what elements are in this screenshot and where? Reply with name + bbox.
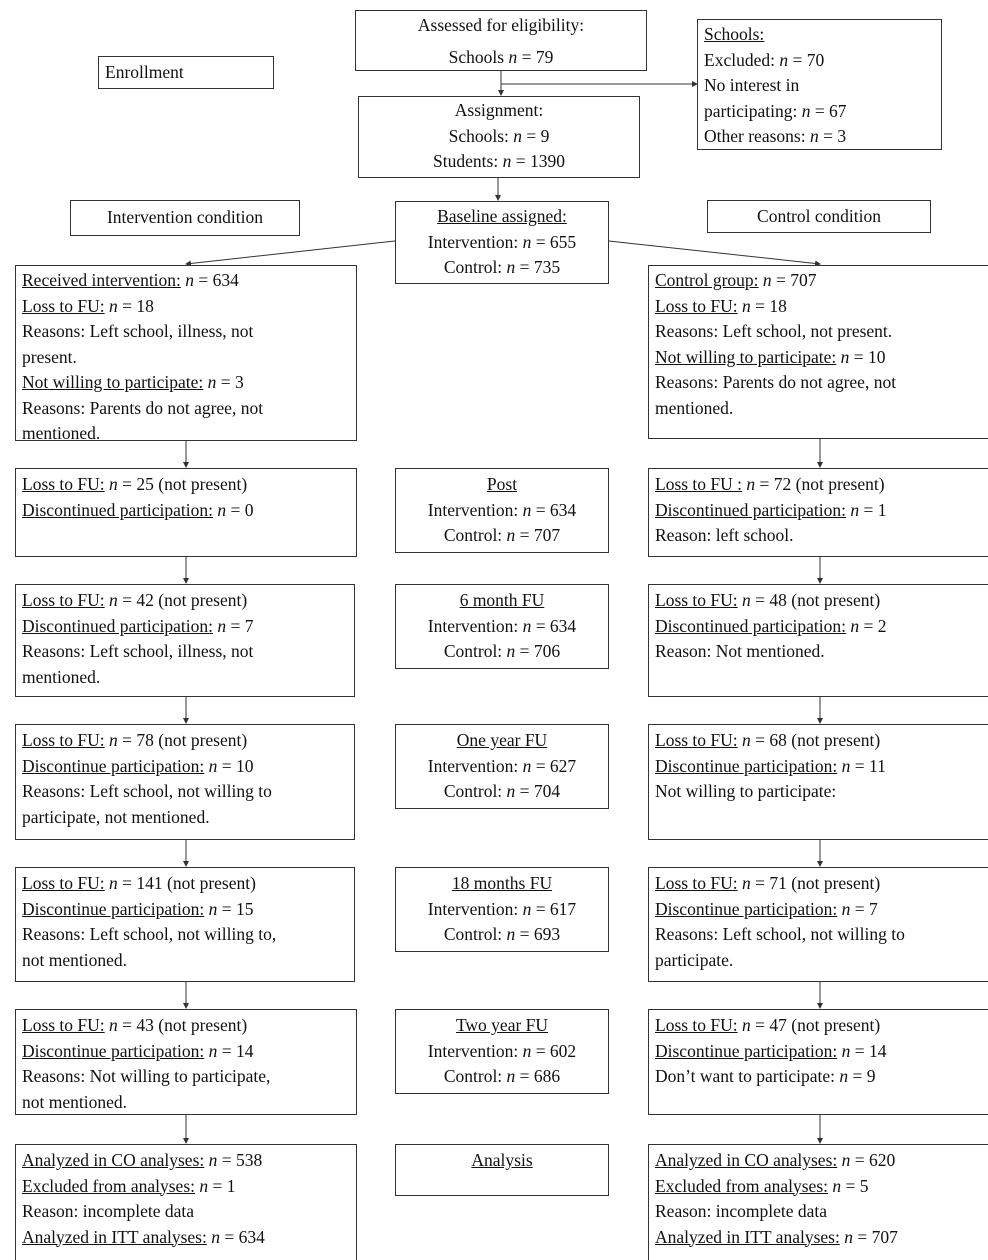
box-line bbox=[655, 728, 988, 754]
text-segment: participate, not mentioned. bbox=[22, 806, 210, 827]
n-symbol: n bbox=[850, 499, 860, 520]
text-segment: present. bbox=[22, 346, 77, 367]
n-symbol: n bbox=[109, 1015, 118, 1035]
box-line bbox=[22, 588, 354, 614]
other-reasons-label: Other reasons: bbox=[704, 126, 810, 146]
n-symbol: n bbox=[199, 1175, 209, 1196]
text-segment: = 14 bbox=[850, 1040, 887, 1061]
underlined-label: Discontinued participation: bbox=[655, 499, 846, 520]
text-segment: = 634 bbox=[219, 1226, 265, 1247]
n-symbol: n bbox=[109, 873, 118, 893]
box-line bbox=[22, 1225, 356, 1251]
control-label: Control: bbox=[443, 781, 507, 801]
text-segment: = 14 bbox=[217, 1040, 254, 1061]
text-segment: = 25 (not present) bbox=[117, 474, 248, 494]
no-interest-line: No interest in bbox=[704, 75, 800, 95]
box-line bbox=[22, 779, 354, 805]
underlined-label: Received intervention: bbox=[22, 270, 181, 290]
text-segment: Reasons: Left school, illness, not bbox=[22, 321, 254, 341]
box-line bbox=[22, 294, 356, 320]
underlined-label: Analyzed in ITT analyses: bbox=[22, 1226, 207, 1247]
box-line bbox=[655, 294, 988, 320]
no-interest-count: = 67 bbox=[810, 100, 847, 121]
n-symbol: n bbox=[109, 590, 118, 610]
underlined-label: Loss to FU: bbox=[655, 590, 738, 610]
n-symbol: n bbox=[211, 1226, 220, 1247]
box-line bbox=[655, 523, 988, 549]
n-symbol: n bbox=[841, 898, 851, 919]
n-symbol: n bbox=[742, 590, 751, 610]
n-symbol: n bbox=[522, 499, 532, 520]
underlined-label: Loss to FU: bbox=[655, 295, 738, 316]
n-symbol: n bbox=[850, 615, 860, 636]
timepoint-box-post bbox=[395, 468, 609, 553]
enrollment-label bbox=[98, 56, 274, 89]
intervention-count: = 617 bbox=[531, 898, 577, 919]
text-segment: = 10 bbox=[849, 346, 886, 367]
text-segment: Reason: incomplete data bbox=[655, 1201, 828, 1221]
box-line bbox=[655, 268, 988, 294]
baseline-box bbox=[395, 201, 609, 284]
n-symbol: n bbox=[506, 641, 516, 661]
underlined-label: Excluded from analyses: bbox=[655, 1175, 829, 1196]
text-segment: = 72 (not present) bbox=[755, 474, 885, 494]
text-segment: = 11 bbox=[850, 755, 886, 776]
n-symbol: n bbox=[109, 295, 118, 316]
text-segment: Don’t want to participate: bbox=[655, 1066, 840, 1086]
n-symbol: n bbox=[109, 474, 118, 494]
underlined-label: Analyzed in ITT analyses: bbox=[655, 1226, 840, 1247]
n-symbol: n bbox=[506, 1066, 516, 1086]
n-symbol: n bbox=[839, 1066, 849, 1086]
assignment-box bbox=[358, 96, 640, 178]
box-line bbox=[22, 268, 356, 294]
control-box-two-year bbox=[648, 1009, 988, 1115]
control-box-group bbox=[648, 265, 988, 439]
text-segment: Reasons: Parents do not agree, not bbox=[22, 397, 264, 418]
n-symbol: n bbox=[208, 898, 218, 919]
box-line bbox=[22, 922, 354, 948]
box-line bbox=[655, 754, 988, 780]
n-symbol: n bbox=[841, 1040, 851, 1061]
n-symbol: n bbox=[522, 1040, 532, 1061]
n-symbol: n bbox=[217, 499, 227, 520]
box-line bbox=[22, 498, 356, 524]
text-segment: = 634 bbox=[194, 270, 239, 290]
text-segment: = 71 (not present) bbox=[750, 873, 881, 893]
underlined-label: Loss to FU: bbox=[22, 295, 105, 316]
underlined-label: Loss to FU: bbox=[22, 873, 105, 893]
box-line bbox=[655, 871, 988, 897]
intervention-box-one-year bbox=[15, 724, 355, 840]
excluded-count: = 70 bbox=[788, 49, 825, 70]
other-reasons-count: = 3 bbox=[818, 126, 847, 146]
n-symbol: n bbox=[506, 781, 516, 801]
box-line bbox=[22, 805, 354, 831]
box-line bbox=[655, 498, 988, 524]
intervention-count: = 634 bbox=[531, 499, 577, 520]
text-segment: = 1 bbox=[208, 1175, 236, 1196]
n-symbol: n bbox=[502, 151, 512, 171]
box-line bbox=[22, 370, 356, 396]
intervention-label: Intervention: bbox=[427, 898, 523, 919]
box-line bbox=[22, 1090, 356, 1116]
box-line bbox=[22, 1039, 356, 1065]
n-symbol: n bbox=[742, 730, 751, 750]
n-symbol: n bbox=[801, 100, 811, 121]
n-symbol: n bbox=[217, 615, 227, 636]
intervention-count: = 627 bbox=[531, 755, 577, 776]
text-segment: = 707 bbox=[771, 270, 817, 290]
box-line bbox=[22, 665, 354, 691]
intervention-box-18-months bbox=[15, 867, 355, 982]
n-symbol: n bbox=[742, 295, 751, 316]
box-line bbox=[22, 421, 356, 441]
n-symbol: n bbox=[208, 1040, 218, 1061]
text-segment: mentioned. bbox=[655, 397, 734, 418]
control-box-post bbox=[648, 468, 988, 557]
control-label: Control: bbox=[443, 1066, 507, 1086]
timepoint-box-6-month bbox=[395, 584, 609, 669]
intervention-box-analysis bbox=[15, 1144, 357, 1260]
text-segment: = 42 (not present) bbox=[117, 590, 248, 610]
box-line bbox=[22, 1199, 356, 1225]
baseline-control-count: = 735 bbox=[515, 257, 561, 277]
text-segment: = 538 bbox=[217, 1150, 263, 1170]
box-line bbox=[22, 396, 356, 422]
text-segment: Reasons: Left school, not present. bbox=[655, 321, 893, 341]
control-box-one-year bbox=[648, 724, 988, 840]
eligibility-title: Assessed for eligibility: bbox=[417, 15, 585, 35]
text-segment: = 2 bbox=[859, 615, 887, 636]
underlined-label: Discontinue participation: bbox=[655, 1040, 838, 1061]
text-segment: = 707 bbox=[852, 1226, 898, 1247]
n-symbol: n bbox=[522, 755, 532, 776]
box-line bbox=[655, 1013, 988, 1039]
intervention-label: Intervention: bbox=[427, 615, 523, 636]
text-segment: = 620 bbox=[850, 1150, 896, 1170]
eligibility-box bbox=[355, 10, 647, 71]
n-symbol: n bbox=[207, 372, 217, 392]
text-segment: Reasons: Left school, not willing to bbox=[22, 781, 272, 801]
n-symbol: n bbox=[844, 1226, 853, 1247]
underlined-label: Loss to FU: bbox=[22, 474, 105, 494]
text-segment: Reasons: Parents do not agree, not bbox=[655, 372, 897, 392]
underlined-label: Discontinue participation: bbox=[655, 898, 838, 919]
assignment-students-count: = 1390 bbox=[511, 151, 565, 171]
box-line bbox=[655, 1199, 988, 1225]
text-segment: participate. bbox=[655, 949, 734, 970]
n-symbol: n bbox=[840, 346, 850, 367]
box-line bbox=[655, 897, 988, 923]
underlined-label: Analyzed in CO analyses: bbox=[655, 1150, 838, 1170]
text-segment: Reason: Not mentioned. bbox=[655, 641, 825, 661]
underlined-label: Analyzed in CO analyses: bbox=[22, 1150, 205, 1170]
control-count: = 706 bbox=[515, 641, 561, 661]
control-count: = 707 bbox=[515, 525, 561, 545]
timepoint-box-two-year bbox=[395, 1009, 609, 1094]
text-segment: = 78 (not present) bbox=[117, 730, 248, 750]
control-box-analysis bbox=[648, 1144, 988, 1260]
box-line bbox=[22, 614, 354, 640]
box-line bbox=[655, 472, 988, 498]
text-segment: mentioned. bbox=[22, 666, 101, 687]
text-segment: not mentioned. bbox=[22, 1091, 127, 1112]
text-segment: = 3 bbox=[216, 372, 244, 392]
timepoint-box-18-months bbox=[395, 867, 609, 952]
timepoint-title: 6 month FU bbox=[459, 590, 545, 610]
box-line bbox=[655, 1174, 988, 1200]
box-line bbox=[655, 1064, 988, 1090]
timepoint-title: Post bbox=[486, 474, 518, 494]
control-label: Control: bbox=[443, 525, 507, 545]
box-line bbox=[655, 588, 988, 614]
n-symbol: n bbox=[506, 257, 516, 277]
timepoint-title: 18 months FU bbox=[451, 873, 553, 893]
text-segment: = 141 (not present) bbox=[117, 873, 256, 893]
eligibility-schools-count: = 79 bbox=[517, 46, 554, 67]
underlined-label: Discontinued participation: bbox=[655, 615, 846, 636]
timepoint-box-one-year bbox=[395, 724, 609, 809]
underlined-label: Loss to FU: bbox=[655, 730, 738, 750]
text-segment: = 43 (not present) bbox=[117, 1015, 248, 1035]
box-line bbox=[22, 871, 354, 897]
control-count: = 693 bbox=[515, 924, 561, 944]
n-symbol: n bbox=[841, 1150, 851, 1170]
text-segment: Reason: left school. bbox=[655, 525, 794, 545]
underlined-label: Discontinue participation: bbox=[22, 898, 205, 919]
intervention-condition-label bbox=[70, 200, 300, 236]
text-segment: mentioned. bbox=[22, 423, 101, 441]
n-symbol: n bbox=[809, 126, 819, 146]
box-line bbox=[655, 370, 988, 396]
analysis-title: Analysis bbox=[471, 1150, 533, 1170]
intervention-box-two-year bbox=[15, 1009, 357, 1115]
text-segment: Reasons: Left school, illness, not bbox=[22, 641, 254, 661]
text-segment: = 10 bbox=[217, 755, 254, 776]
intervention-label: Intervention: bbox=[427, 499, 523, 520]
box-line bbox=[22, 345, 356, 371]
n-symbol: n bbox=[208, 1150, 218, 1170]
n-symbol: n bbox=[832, 1175, 842, 1196]
box-line bbox=[22, 1013, 356, 1039]
underlined-label: Discontinue participation: bbox=[655, 755, 838, 776]
intervention-box-received bbox=[15, 265, 357, 441]
control-label: Control: bbox=[443, 924, 507, 944]
box-line bbox=[22, 948, 354, 974]
control-count: = 704 bbox=[515, 781, 561, 801]
n-symbol: n bbox=[762, 270, 772, 290]
box-line bbox=[655, 1225, 988, 1251]
excluded-schools-heading: Schools: bbox=[704, 24, 765, 44]
eligibility-schools-label: Schools bbox=[448, 46, 509, 67]
n-symbol: n bbox=[742, 1015, 751, 1035]
enrollment-text: Enrollment bbox=[105, 61, 184, 82]
box-line bbox=[22, 754, 354, 780]
text-segment: Reasons: Left school, not willing to, bbox=[22, 924, 277, 944]
intervention-count: = 602 bbox=[531, 1040, 577, 1061]
excluded-label: Excluded: bbox=[704, 49, 780, 70]
control-condition-text: Control condition bbox=[757, 205, 881, 226]
underlined-label: Not willing to participate: bbox=[655, 346, 837, 367]
box-line bbox=[655, 1039, 988, 1065]
underlined-label: Loss to FU: bbox=[22, 1015, 105, 1035]
assignment-schools-count: = 9 bbox=[522, 125, 550, 146]
n-symbol: n bbox=[746, 474, 756, 494]
box-line bbox=[655, 345, 988, 371]
control-box-6-month bbox=[648, 584, 988, 697]
box-line bbox=[22, 897, 354, 923]
analysis-box bbox=[395, 1144, 609, 1196]
text-segment: Reasons: Not willing to participate, bbox=[22, 1066, 271, 1086]
assignment-title: Assignment: bbox=[454, 100, 544, 120]
box-line bbox=[655, 779, 988, 805]
text-segment: = 18 bbox=[117, 295, 154, 316]
text-segment: = 7 bbox=[226, 615, 254, 636]
underlined-label: Loss to FU: bbox=[22, 730, 105, 750]
underlined-label: Loss to FU: bbox=[655, 873, 738, 893]
baseline-intervention-label: Intervention: bbox=[427, 231, 523, 252]
n-symbol: n bbox=[841, 755, 851, 776]
intervention-box-6-month bbox=[15, 584, 355, 697]
box-line bbox=[655, 948, 988, 974]
text-segment: Reason: incomplete data bbox=[22, 1201, 195, 1221]
n-symbol: n bbox=[208, 755, 218, 776]
intervention-label: Intervention: bbox=[427, 755, 523, 776]
n-symbol: n bbox=[506, 525, 516, 545]
control-label: Control: bbox=[443, 641, 507, 661]
text-segment: = 7 bbox=[850, 898, 878, 919]
box-line bbox=[655, 614, 988, 640]
text-segment: = 5 bbox=[841, 1175, 869, 1196]
box-line bbox=[22, 639, 354, 665]
intervention-condition-text: Intervention condition bbox=[106, 207, 263, 228]
text-segment: Not willing to participate: bbox=[655, 781, 837, 801]
text-segment: Reasons: Left school, not willing to bbox=[655, 924, 905, 944]
box-line bbox=[655, 639, 988, 665]
control-condition-label bbox=[707, 200, 931, 233]
control-box-18-months bbox=[648, 867, 988, 982]
underlined-label: Discontinue participation: bbox=[22, 755, 205, 776]
text-segment: = 15 bbox=[217, 898, 254, 919]
n-symbol: n bbox=[522, 231, 532, 252]
text-segment: = 9 bbox=[848, 1066, 876, 1086]
underlined-label: Discontinue participation: bbox=[22, 1040, 205, 1061]
box-line bbox=[22, 472, 356, 498]
underlined-label: Loss to FU: bbox=[655, 1015, 738, 1035]
text-segment: not mentioned. bbox=[22, 949, 127, 970]
text-segment: = 48 (not present) bbox=[750, 590, 881, 610]
underlined-label: Discontinued participation: bbox=[22, 499, 213, 520]
n-symbol: n bbox=[513, 125, 523, 146]
excluded-box bbox=[697, 19, 942, 150]
timepoint-title: Two year FU bbox=[455, 1015, 549, 1035]
timepoint-title: One year FU bbox=[456, 730, 548, 750]
box-line bbox=[655, 1148, 988, 1174]
control-count: = 686 bbox=[515, 1066, 561, 1086]
box-line bbox=[22, 1064, 356, 1090]
n-symbol: n bbox=[779, 49, 789, 70]
underlined-label: Discontinued participation: bbox=[22, 615, 213, 636]
box-line bbox=[22, 1148, 356, 1174]
box-line bbox=[655, 319, 988, 345]
text-segment: = 1 bbox=[859, 499, 887, 520]
text-segment: = 0 bbox=[226, 499, 254, 520]
underlined-label: Control group: bbox=[655, 270, 759, 290]
n-symbol: n bbox=[508, 46, 518, 67]
n-symbol: n bbox=[742, 873, 751, 893]
intervention-label: Intervention: bbox=[427, 1040, 523, 1061]
underlined-label: Loss to FU: bbox=[22, 590, 105, 610]
baseline-intervention-count: = 655 bbox=[531, 231, 577, 252]
underlined-label: Loss to FU : bbox=[655, 474, 743, 494]
n-symbol: n bbox=[522, 898, 532, 919]
n-symbol: n bbox=[522, 615, 532, 636]
no-interest-label: participating: bbox=[704, 100, 802, 121]
box-line bbox=[655, 396, 988, 422]
text-segment: = 47 (not present) bbox=[750, 1015, 881, 1035]
text-segment: = 68 (not present) bbox=[750, 730, 881, 750]
underlined-label: Excluded from analyses: bbox=[22, 1175, 196, 1196]
box-line bbox=[22, 1174, 356, 1200]
assignment-schools-label: Schools: bbox=[448, 125, 514, 146]
intervention-count: = 634 bbox=[531, 615, 577, 636]
box-line bbox=[22, 728, 354, 754]
box-line bbox=[655, 922, 988, 948]
baseline-title: Baseline assigned: bbox=[437, 206, 567, 226]
underlined-label: Not willing to participate: bbox=[22, 372, 204, 392]
n-symbol: n bbox=[506, 924, 516, 944]
baseline-control-label: Control: bbox=[443, 257, 507, 277]
text-segment: = 18 bbox=[750, 295, 787, 316]
n-symbol: n bbox=[109, 730, 118, 750]
intervention-box-post bbox=[15, 468, 357, 557]
assignment-students-label: Students: bbox=[433, 151, 503, 171]
box-line bbox=[22, 319, 356, 345]
n-symbol: n bbox=[185, 270, 195, 290]
